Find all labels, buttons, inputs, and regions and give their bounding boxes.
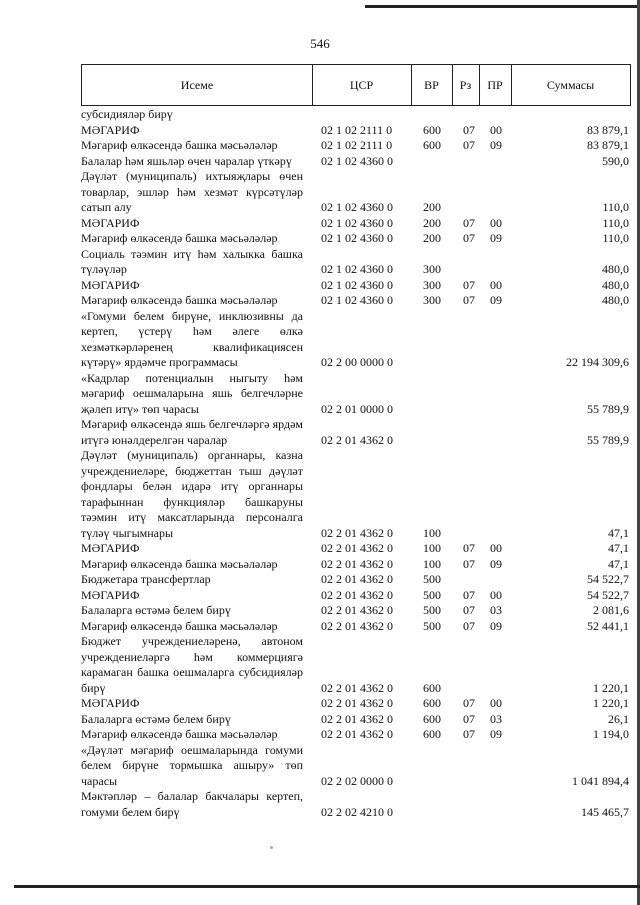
row-csr: 02 2 01 4362 0 bbox=[321, 727, 393, 741]
table-row bbox=[81, 712, 640, 728]
row-vr: 600 bbox=[423, 711, 441, 726]
row-sum: 52 441,1 bbox=[587, 618, 629, 633]
row-pr: 09 bbox=[490, 231, 502, 245]
row-pr: 09 bbox=[490, 556, 502, 571]
row-rz: 07 bbox=[463, 138, 475, 152]
row-csr: 02 2 01 4362 0 bbox=[321, 603, 393, 617]
row-csr: 02 1 02 2111 0 bbox=[321, 122, 393, 137]
row-name: Мәгариф өлкәсендә башка мәсьәләләр bbox=[81, 293, 278, 307]
row-vr: 300 bbox=[423, 262, 441, 276]
header-name: Исеме bbox=[82, 65, 313, 105]
table-row bbox=[81, 309, 640, 371]
table-row bbox=[81, 789, 640, 820]
row-name: МӘГАРИФ bbox=[81, 587, 140, 602]
row-csr: 02 1 02 2111 0 bbox=[321, 138, 393, 152]
table-row bbox=[81, 371, 640, 418]
row-name: МӘГАРИФ bbox=[81, 541, 140, 555]
row-csr: 02 1 02 4360 0 bbox=[321, 262, 393, 276]
row-sum: 22 194 309,6 bbox=[566, 355, 629, 369]
row-sum: 55 789,9 bbox=[587, 401, 629, 416]
row-vr: 200 bbox=[423, 231, 441, 245]
scan-edge-top bbox=[365, 5, 640, 8]
row-vr: 100 bbox=[423, 541, 441, 555]
row-name: МӘГАРИФ bbox=[81, 696, 140, 710]
row-vr: 300 bbox=[423, 277, 441, 292]
row-sum: 1 220,1 bbox=[593, 680, 629, 695]
table-row bbox=[81, 588, 640, 604]
row-pr: 00 bbox=[490, 122, 502, 137]
row-sum: 83 879,1 bbox=[587, 138, 629, 152]
row-sum: 54 522,7 bbox=[587, 587, 629, 602]
table-row bbox=[81, 169, 640, 216]
row-rz: 07 bbox=[463, 696, 475, 710]
row-name: Балаларга өстәмә белем бирү bbox=[81, 711, 231, 726]
row-sum: 47,1 bbox=[608, 556, 629, 571]
row-sum: 55 789,9 bbox=[587, 432, 629, 447]
row-vr: 600 bbox=[423, 727, 441, 741]
row-pr: 00 bbox=[490, 277, 502, 292]
table-row bbox=[81, 727, 640, 743]
row-pr: 09 bbox=[490, 293, 502, 307]
row-csr: 02 1 02 4360 0 bbox=[321, 215, 393, 230]
row-pr: 03 bbox=[490, 603, 502, 617]
row-name: МӘГАРИФ bbox=[81, 215, 140, 230]
row-name: Дәүләт (муниципаль) органнары, казна учреждениеләре, бюджеттан тыш дәүләт фондлары белән идарә итү органнары тарафыннан функцияләр башкаруны тәэмин итү максатларында персоналга түләү чыгымнары bbox=[81, 448, 303, 540]
row-rz: 07 bbox=[463, 277, 475, 292]
row-name: Мәгариф өлкәсендә башка мәсьәләләр bbox=[81, 138, 278, 152]
row-sum: 54 522,7 bbox=[587, 572, 629, 586]
row-sum: 590,0 bbox=[602, 153, 629, 168]
row-pr: 00 bbox=[490, 587, 502, 602]
row-csr: 02 2 02 0000 0 bbox=[321, 773, 393, 788]
header-rz: Рз bbox=[452, 65, 480, 105]
row-name: Балалар һәм яшьләр өчен чаралар үткәрү bbox=[81, 153, 292, 168]
table-row bbox=[81, 634, 640, 696]
table-row bbox=[81, 572, 640, 588]
row-pr: 03 bbox=[490, 711, 502, 726]
row-csr: 02 2 01 4362 0 bbox=[321, 572, 393, 586]
table-row bbox=[81, 231, 640, 247]
row-sum: 47,1 bbox=[608, 525, 629, 540]
row-rz: 07 bbox=[463, 603, 475, 617]
table-row bbox=[81, 107, 640, 123]
header-vr: ВР bbox=[411, 65, 453, 105]
row-pr: 00 bbox=[490, 541, 502, 555]
table-row bbox=[81, 541, 640, 557]
table-header bbox=[81, 64, 631, 106]
row-name: Мәктәпләр – балалар бакчалары кертеп, гомуми белем бирү bbox=[81, 789, 303, 819]
row-rz: 07 bbox=[463, 122, 475, 137]
row-vr: 500 bbox=[423, 618, 441, 633]
header-csr: ЦСР bbox=[312, 65, 412, 105]
row-vr: 600 bbox=[423, 696, 441, 710]
row-sum: 110,0 bbox=[602, 200, 629, 214]
row-name: Мәгариф өлкәсендә башка мәсьәләләр bbox=[81, 618, 278, 633]
row-sum: 2 081,6 bbox=[593, 603, 629, 617]
scan-speck bbox=[270, 846, 273, 849]
row-name: Мәгариф өлкәсендә башка мәсьәләләр bbox=[81, 556, 278, 571]
row-name: «Гомуми белем бирүне, инклюзивны да кертеп, үстерү һәм әлеге өлкә хезмәткәрләренең квалификациясен күтәрү» ярдәмче программасы bbox=[81, 308, 303, 369]
table-row bbox=[81, 216, 640, 232]
row-name: Бюджетара трансфертлар bbox=[81, 572, 211, 586]
row-vr: 500 bbox=[423, 603, 441, 617]
row-name: МӘГАРИФ bbox=[81, 122, 140, 137]
table-row bbox=[81, 154, 640, 170]
row-name: Мәгариф өлкәсендә яшь белгечләргә ярдәм итүгә юнәлдерелгән чаралар bbox=[81, 417, 303, 447]
row-csr: 02 2 01 0000 0 bbox=[321, 401, 393, 416]
table-row bbox=[81, 603, 640, 619]
row-vr: 500 bbox=[423, 572, 441, 586]
row-name: Бюджет учреждениеләренә, автоном учреждениеләргә һәм коммерциягә карамаган башка оешмаларга субсидияләр бирү bbox=[81, 634, 303, 695]
row-csr: 02 2 02 4210 0 bbox=[321, 804, 393, 819]
row-rz: 07 bbox=[463, 727, 475, 741]
row-rz: 07 bbox=[463, 587, 475, 602]
header-pr: ПР bbox=[479, 65, 512, 105]
row-csr: 02 2 01 4362 0 bbox=[321, 680, 393, 695]
row-rz: 07 bbox=[463, 711, 475, 726]
row-sum: 47,1 bbox=[608, 541, 629, 555]
table-row bbox=[81, 293, 640, 309]
row-vr: 200 bbox=[423, 200, 441, 214]
row-vr: 100 bbox=[423, 556, 441, 571]
table-row bbox=[81, 123, 640, 139]
row-sum: 1 041 894,4 bbox=[572, 773, 629, 788]
row-csr: 02 2 01 4362 0 bbox=[321, 432, 393, 447]
row-rz: 07 bbox=[463, 293, 475, 307]
row-pr: 00 bbox=[490, 696, 502, 710]
table-row bbox=[81, 557, 640, 573]
row-vr: 600 bbox=[423, 138, 441, 152]
row-name: Социаль тәэмин итү һәм халыкка башка түләүләр bbox=[81, 246, 303, 276]
row-sum: 83 879,1 bbox=[587, 122, 629, 137]
row-csr: 02 2 01 4362 0 bbox=[321, 587, 393, 602]
table-row bbox=[81, 247, 640, 278]
table-row bbox=[81, 743, 640, 790]
row-name: Балаларга өстәмә белем бирү bbox=[81, 603, 231, 617]
row-vr: 500 bbox=[423, 587, 441, 602]
row-name: Мәгариф өлкәсендә башка мәсьәләләр bbox=[81, 727, 278, 741]
row-csr: 02 1 02 4360 0 bbox=[321, 277, 393, 292]
row-vr: 600 bbox=[423, 680, 441, 695]
row-name: «Кадрлар потенциалын ныгыту һәм мәгариф оешмаларына яшь белгечләрне җәлеп итү» төп чарасы bbox=[81, 370, 303, 416]
row-csr: 02 2 00 0000 0 bbox=[321, 355, 393, 369]
row-name: Дәүләт (муниципаль) ихтыяҗлары өчен товарлар, эшләр һәм хезмәт күрсәтүләр сатып алу bbox=[81, 169, 303, 214]
row-sum: 480,0 bbox=[602, 262, 629, 276]
table-row bbox=[81, 619, 640, 635]
row-vr: 200 bbox=[423, 215, 441, 230]
row-csr: 02 2 01 4362 0 bbox=[321, 525, 393, 540]
row-sum: 110,0 bbox=[602, 231, 629, 245]
row-csr: 02 1 02 4360 0 bbox=[321, 293, 393, 307]
row-rz: 07 bbox=[463, 231, 475, 245]
row-vr: 600 bbox=[423, 122, 441, 137]
row-name: Мәгариф өлкәсендә башка мәсьәләләр bbox=[81, 231, 278, 245]
row-pr: 09 bbox=[490, 138, 502, 152]
table-row bbox=[81, 696, 640, 712]
row-csr: 02 1 02 4360 0 bbox=[321, 231, 393, 245]
row-csr: 02 1 02 4360 0 bbox=[321, 153, 393, 168]
row-csr: 02 1 02 4360 0 bbox=[321, 200, 393, 214]
table-row bbox=[81, 448, 640, 541]
table-row bbox=[81, 278, 640, 294]
row-sum: 26,1 bbox=[608, 711, 629, 726]
row-rz: 07 bbox=[463, 215, 475, 230]
table-row bbox=[81, 417, 640, 448]
row-sum: 110,0 bbox=[602, 215, 629, 230]
scan-edge-bottom bbox=[14, 885, 640, 888]
row-sum: 480,0 bbox=[602, 277, 629, 292]
row-name: МӘГАРИФ bbox=[81, 277, 140, 292]
table-row bbox=[81, 138, 640, 154]
row-sum: 1 194,0 bbox=[593, 727, 629, 741]
row-rz: 07 bbox=[463, 556, 475, 571]
row-pr: 09 bbox=[490, 727, 502, 741]
row-rz: 07 bbox=[463, 618, 475, 633]
row-csr: 02 2 01 4362 0 bbox=[321, 541, 393, 555]
row-pr: 09 bbox=[490, 618, 502, 633]
row-vr: 300 bbox=[423, 293, 441, 307]
row-name: «Дәүләт мәгариф оешмаларында гомуми белем бирүне тормышка ашыру» төп чарасы bbox=[81, 742, 303, 788]
row-sum: 145 465,7 bbox=[581, 804, 629, 819]
row-rz: 07 bbox=[463, 541, 475, 555]
row-csr: 02 2 01 4362 0 bbox=[321, 711, 393, 726]
row-csr: 02 2 01 4362 0 bbox=[321, 696, 393, 710]
row-sum: 1 220,1 bbox=[593, 696, 629, 710]
page-number: 546 bbox=[310, 36, 330, 51]
table-body bbox=[81, 107, 640, 820]
row-vr: 100 bbox=[423, 525, 441, 540]
row-name: субсидияләр бирү bbox=[81, 107, 173, 121]
row-pr: 00 bbox=[490, 215, 502, 230]
row-csr: 02 2 01 4362 0 bbox=[321, 556, 393, 571]
row-csr: 02 2 01 4362 0 bbox=[321, 618, 393, 633]
row-sum: 480,0 bbox=[602, 293, 629, 307]
header-sum: Суммасы bbox=[546, 78, 595, 92]
